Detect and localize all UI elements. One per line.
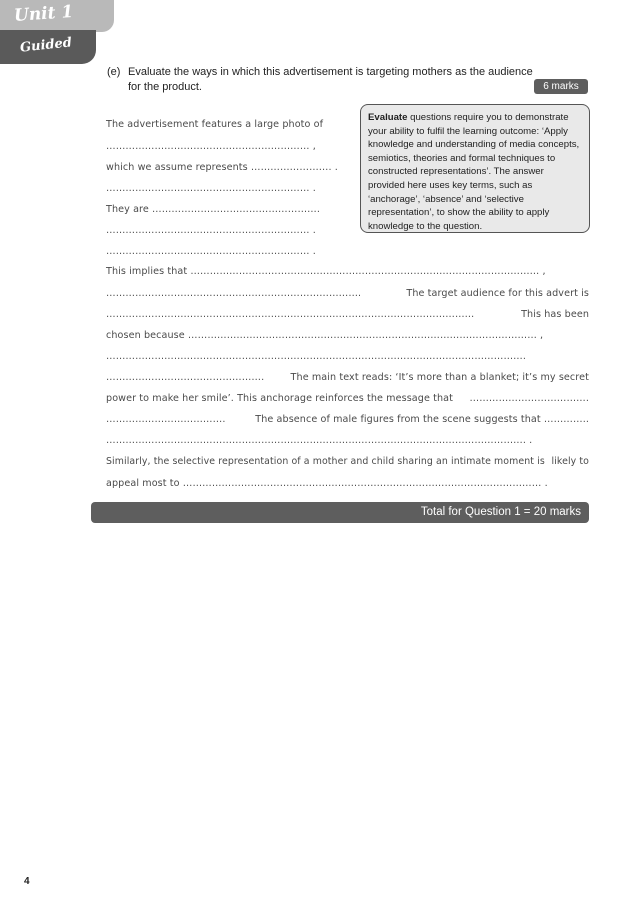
answer-line-14-text: power to make her smile’. This anchorage reinforces the message that <box>106 393 454 404</box>
question-number: (e) <box>107 66 121 78</box>
answer-line-9-text: The target audience for this advert is <box>406 288 589 299</box>
answer-line-1: The advertisement features a large photo of <box>106 119 324 130</box>
answer-line-15-blank: ………………………………. <box>106 414 226 425</box>
answer-line-6: ……………………………………………………… . <box>106 225 316 236</box>
answer-line-13-blank: …………………………………………. <box>106 372 265 383</box>
tip-box <box>360 104 590 233</box>
answer-line-3: which we assume represents ……………………. . <box>106 162 338 173</box>
answer-line-15 <box>106 414 589 425</box>
answer-line-16: …………………………………………………………………………………………………………………. . <box>106 435 533 446</box>
answer-line-14-blank: ………………………………. <box>469 393 589 404</box>
answer-line-2: ……………………………………………………… , <box>106 141 316 152</box>
unit-label: Unit 1 <box>13 1 74 27</box>
answer-line-4: ……………………………………………………… . <box>106 183 316 194</box>
answer-line-9 <box>106 288 589 299</box>
marks-badge: 6 marks <box>534 79 588 94</box>
answer-line-18: appeal most to ………………………………………………………………………………………………… . <box>106 478 548 489</box>
answer-line-10-blank: …………………………………………………………………………………………………… <box>106 309 475 320</box>
answer-line-15-text: The absence of male figures from the scene suggests that ………….. <box>255 414 589 425</box>
answer-line-17-text: Similarly, the selective representation of a mother and child sharing an intimate moment is <box>106 456 545 467</box>
tip-keyword: Evaluate <box>368 112 408 123</box>
answer-line-7: ……………………………………………………… . <box>106 246 316 257</box>
answer-line-17 <box>106 456 589 467</box>
tip-text: questions require you to demonstrate your ability to fulfil the learning outcome: ‘Apply knowledge and understanding of media concepts, semiotics, theories and formal techniques to constructed representations’. The answer provided here uses key terms, such as ‘anchorage’, ‘absence’ and ‘selective representation’, to show the ability to apply knowledge to the question. <box>368 112 580 232</box>
answer-line-10 <box>106 309 589 320</box>
guided-tab <box>0 30 96 64</box>
guided-label: Guided <box>19 35 73 56</box>
answer-line-8: This implies that ……………………………………………………………………………………………… , <box>106 266 546 277</box>
answer-line-17-text-end: likely to <box>551 456 589 467</box>
answer-line-12: …………………………………………………………………………………………………………………. <box>106 351 526 362</box>
total-bar: Total for Question 1 = 20 marks <box>91 502 589 523</box>
unit-tab <box>0 0 114 32</box>
answer-line-13 <box>106 372 589 383</box>
page-number: 4 <box>24 876 30 887</box>
question-text: Evaluate the ways in which this advertisement is targeting mothers as the audience for the product. <box>128 66 533 93</box>
answer-line-9-blank: ……………………………………………………………………. <box>106 288 362 299</box>
answer-line-10-text: This has been <box>521 309 589 320</box>
answer-line-14 <box>106 393 589 404</box>
answer-line-13-text: The main text reads: ‘It’s more than a blanket; it’s my secret <box>290 372 589 383</box>
answer-line-5: They are ……………………………………………. <box>106 204 320 215</box>
answer-line-11: chosen because ……………………………………………………………………………………………… , <box>106 330 544 341</box>
